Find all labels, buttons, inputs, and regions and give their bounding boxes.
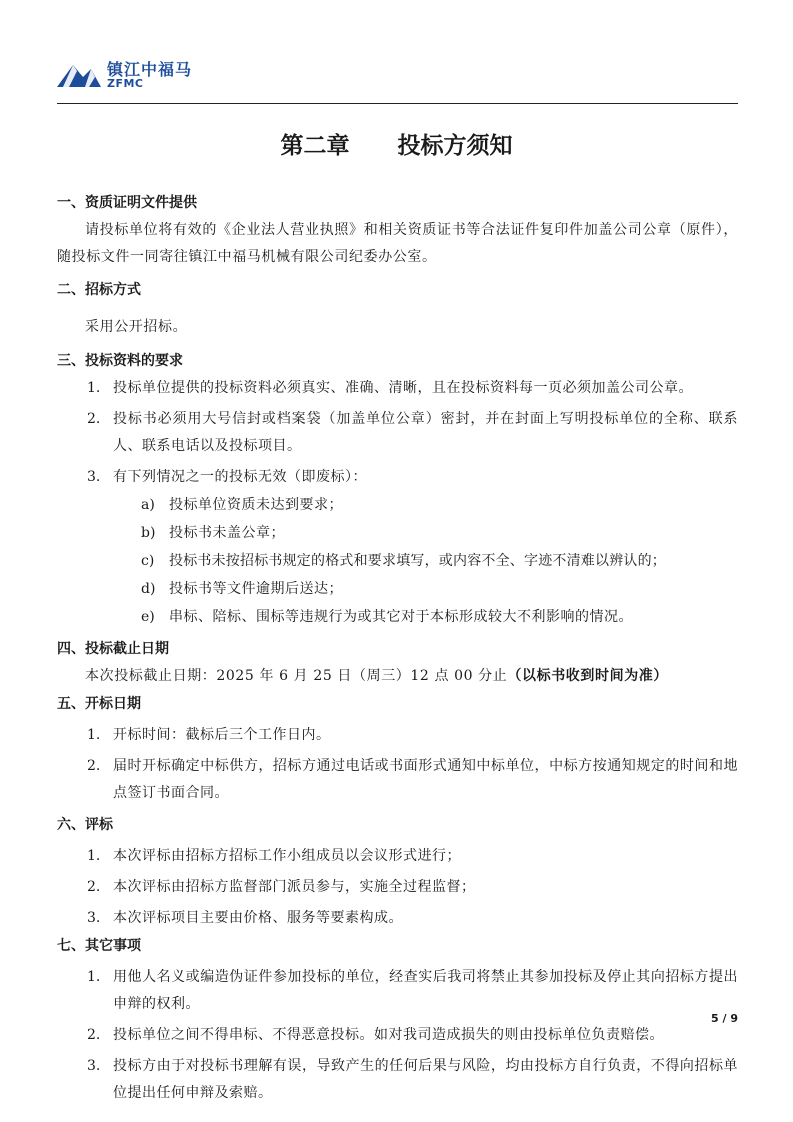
- section-heading: 一、资质证明文件提供: [57, 195, 197, 211]
- deadline-text: 本次投标截止日期：2025 年 6 月 25 日（周三）12 点 00 分止: [85, 668, 508, 684]
- section-heading: 四、投标截止日期: [57, 641, 169, 657]
- list-item-number: 3.: [87, 910, 101, 926]
- company-logo: [57, 57, 197, 93]
- sub-list-item: [141, 603, 738, 631]
- mountain-logo-icon: [57, 57, 101, 89]
- list-item-text: 本次评标项目主要由价格、服务等要素构成。: [113, 910, 403, 926]
- header-divider: [57, 103, 738, 104]
- sub-list-item: [141, 575, 738, 603]
- sub-list-item-text: 投标书未按招标书规定的格式和要求填写，或内容不全、字迹不清难以辨认的；: [169, 553, 666, 569]
- list-item: [87, 375, 738, 402]
- list-item-text: 有下列情况之一的投标无效（即废标）：: [113, 469, 367, 485]
- page-number: 5 / 9: [711, 1012, 738, 1025]
- sub-list-item-letter: d): [141, 581, 156, 597]
- list-item: [87, 1053, 738, 1107]
- section-heading: 七、其它事项: [57, 938, 141, 954]
- list-item-text: 本次评标由招标方招标工作小组成员以会议形式进行；: [113, 848, 461, 864]
- list-item-text: 开标时间：截标后三个工作日内。: [113, 727, 331, 743]
- list-item-number: 2.: [87, 1027, 101, 1043]
- document-body: [57, 189, 738, 1107]
- list-item: [87, 753, 738, 807]
- section-heading: 五、开标日期: [57, 696, 141, 712]
- section-paragraph: 采用公开招标。: [85, 319, 188, 335]
- list-item-number: 1.: [87, 969, 101, 985]
- sub-list-item-letter: e): [141, 609, 155, 625]
- list-item: [87, 1022, 738, 1049]
- section-heading: 二、招标方式: [57, 282, 141, 298]
- list-item-number: 1.: [87, 727, 101, 743]
- sub-list-item: [141, 491, 738, 519]
- list-item: [87, 874, 738, 901]
- list-item-number: 3.: [87, 469, 101, 485]
- sub-list-item-text: 投标单位资质未达到要求；: [169, 497, 343, 513]
- list-item-number: 2.: [87, 411, 101, 427]
- list-item: [87, 464, 738, 491]
- sub-list-item-text: 串标、陪标、围标等违规行为或其它对于本标形成较大不利影响的情况。: [169, 609, 633, 625]
- list-item-number: 1.: [87, 380, 101, 396]
- logo-chinese-name: 镇江中福马: [107, 60, 193, 79]
- list-item-number: 2.: [87, 879, 101, 895]
- list-item-text: 本次评标由招标方监督部门派员参与，实施全过程监督；: [113, 879, 476, 895]
- list-item-text: 投标书必须用大号信封或档案袋（加盖单位公章）密封，并在封面上写明投标单位的全称、联系人、联系电话以及投标项目。: [113, 411, 738, 454]
- list-item-number: 1.: [87, 848, 101, 864]
- deadline-note: （以标书收到时间为准）: [507, 668, 668, 684]
- sub-list-item: [141, 519, 738, 547]
- list-item: [87, 843, 738, 870]
- list-item-text: 届时开标确定中标供方，招标方通过电话或书面形式通知中标单位，中标方按通知规定的时间和地点签订书面合同。: [113, 758, 738, 801]
- list-item-text: 投标单位提供的投标资料必须真实、准确、清晰，且在投标资料每一页必须加盖公司公章。: [113, 380, 693, 396]
- sub-list-item-letter: b): [141, 525, 156, 541]
- list-item: [87, 406, 738, 460]
- logo-english-name: ZFMC: [107, 77, 144, 90]
- list-item: [87, 722, 738, 749]
- deadline-paragraph: [57, 663, 738, 690]
- list-item: [87, 905, 738, 932]
- list-item-text: 投标方由于对投标书理解有误，导致产生的任何后果与风险，均由投标方自行负责，不得向招标单位提出任何申辩及索赔。: [113, 1058, 738, 1101]
- list-item-number: 3.: [87, 1058, 101, 1074]
- sub-list-item-letter: c): [141, 553, 155, 569]
- section-heading: 三、投标资料的要求: [57, 353, 183, 369]
- section-paragraph: 请投标单位将有效的《企业法人营业执照》和相关资质证书等合法证件复印件加盖公司公章（原件），随投标文件一同寄往镇江中福马机械有限公司纪委办公室。: [57, 222, 738, 265]
- sub-list-item-letter: a): [141, 497, 155, 513]
- list-item: [87, 964, 738, 1018]
- sub-list-item-text: 投标书等文件逾期后送达；: [169, 581, 343, 597]
- list-item-text: 用他人名义或编造伪证件参加投标的单位，经查实后我司将禁止其参加投标及停止其向招标方提出申辩的权利。: [113, 969, 738, 1012]
- sub-list-item-text: 投标书未盖公章；: [169, 525, 285, 541]
- list-item-number: 2.: [87, 758, 101, 774]
- chapter-title: 第二章 投标方须知: [280, 132, 513, 159]
- section-heading: 六、评标: [57, 817, 113, 833]
- sub-list-item: [141, 547, 738, 575]
- list-item-text: 投标单位之间不得串标、不得恶意投标。如对我司造成损失的则由投标单位负责赔偿。: [113, 1027, 664, 1043]
